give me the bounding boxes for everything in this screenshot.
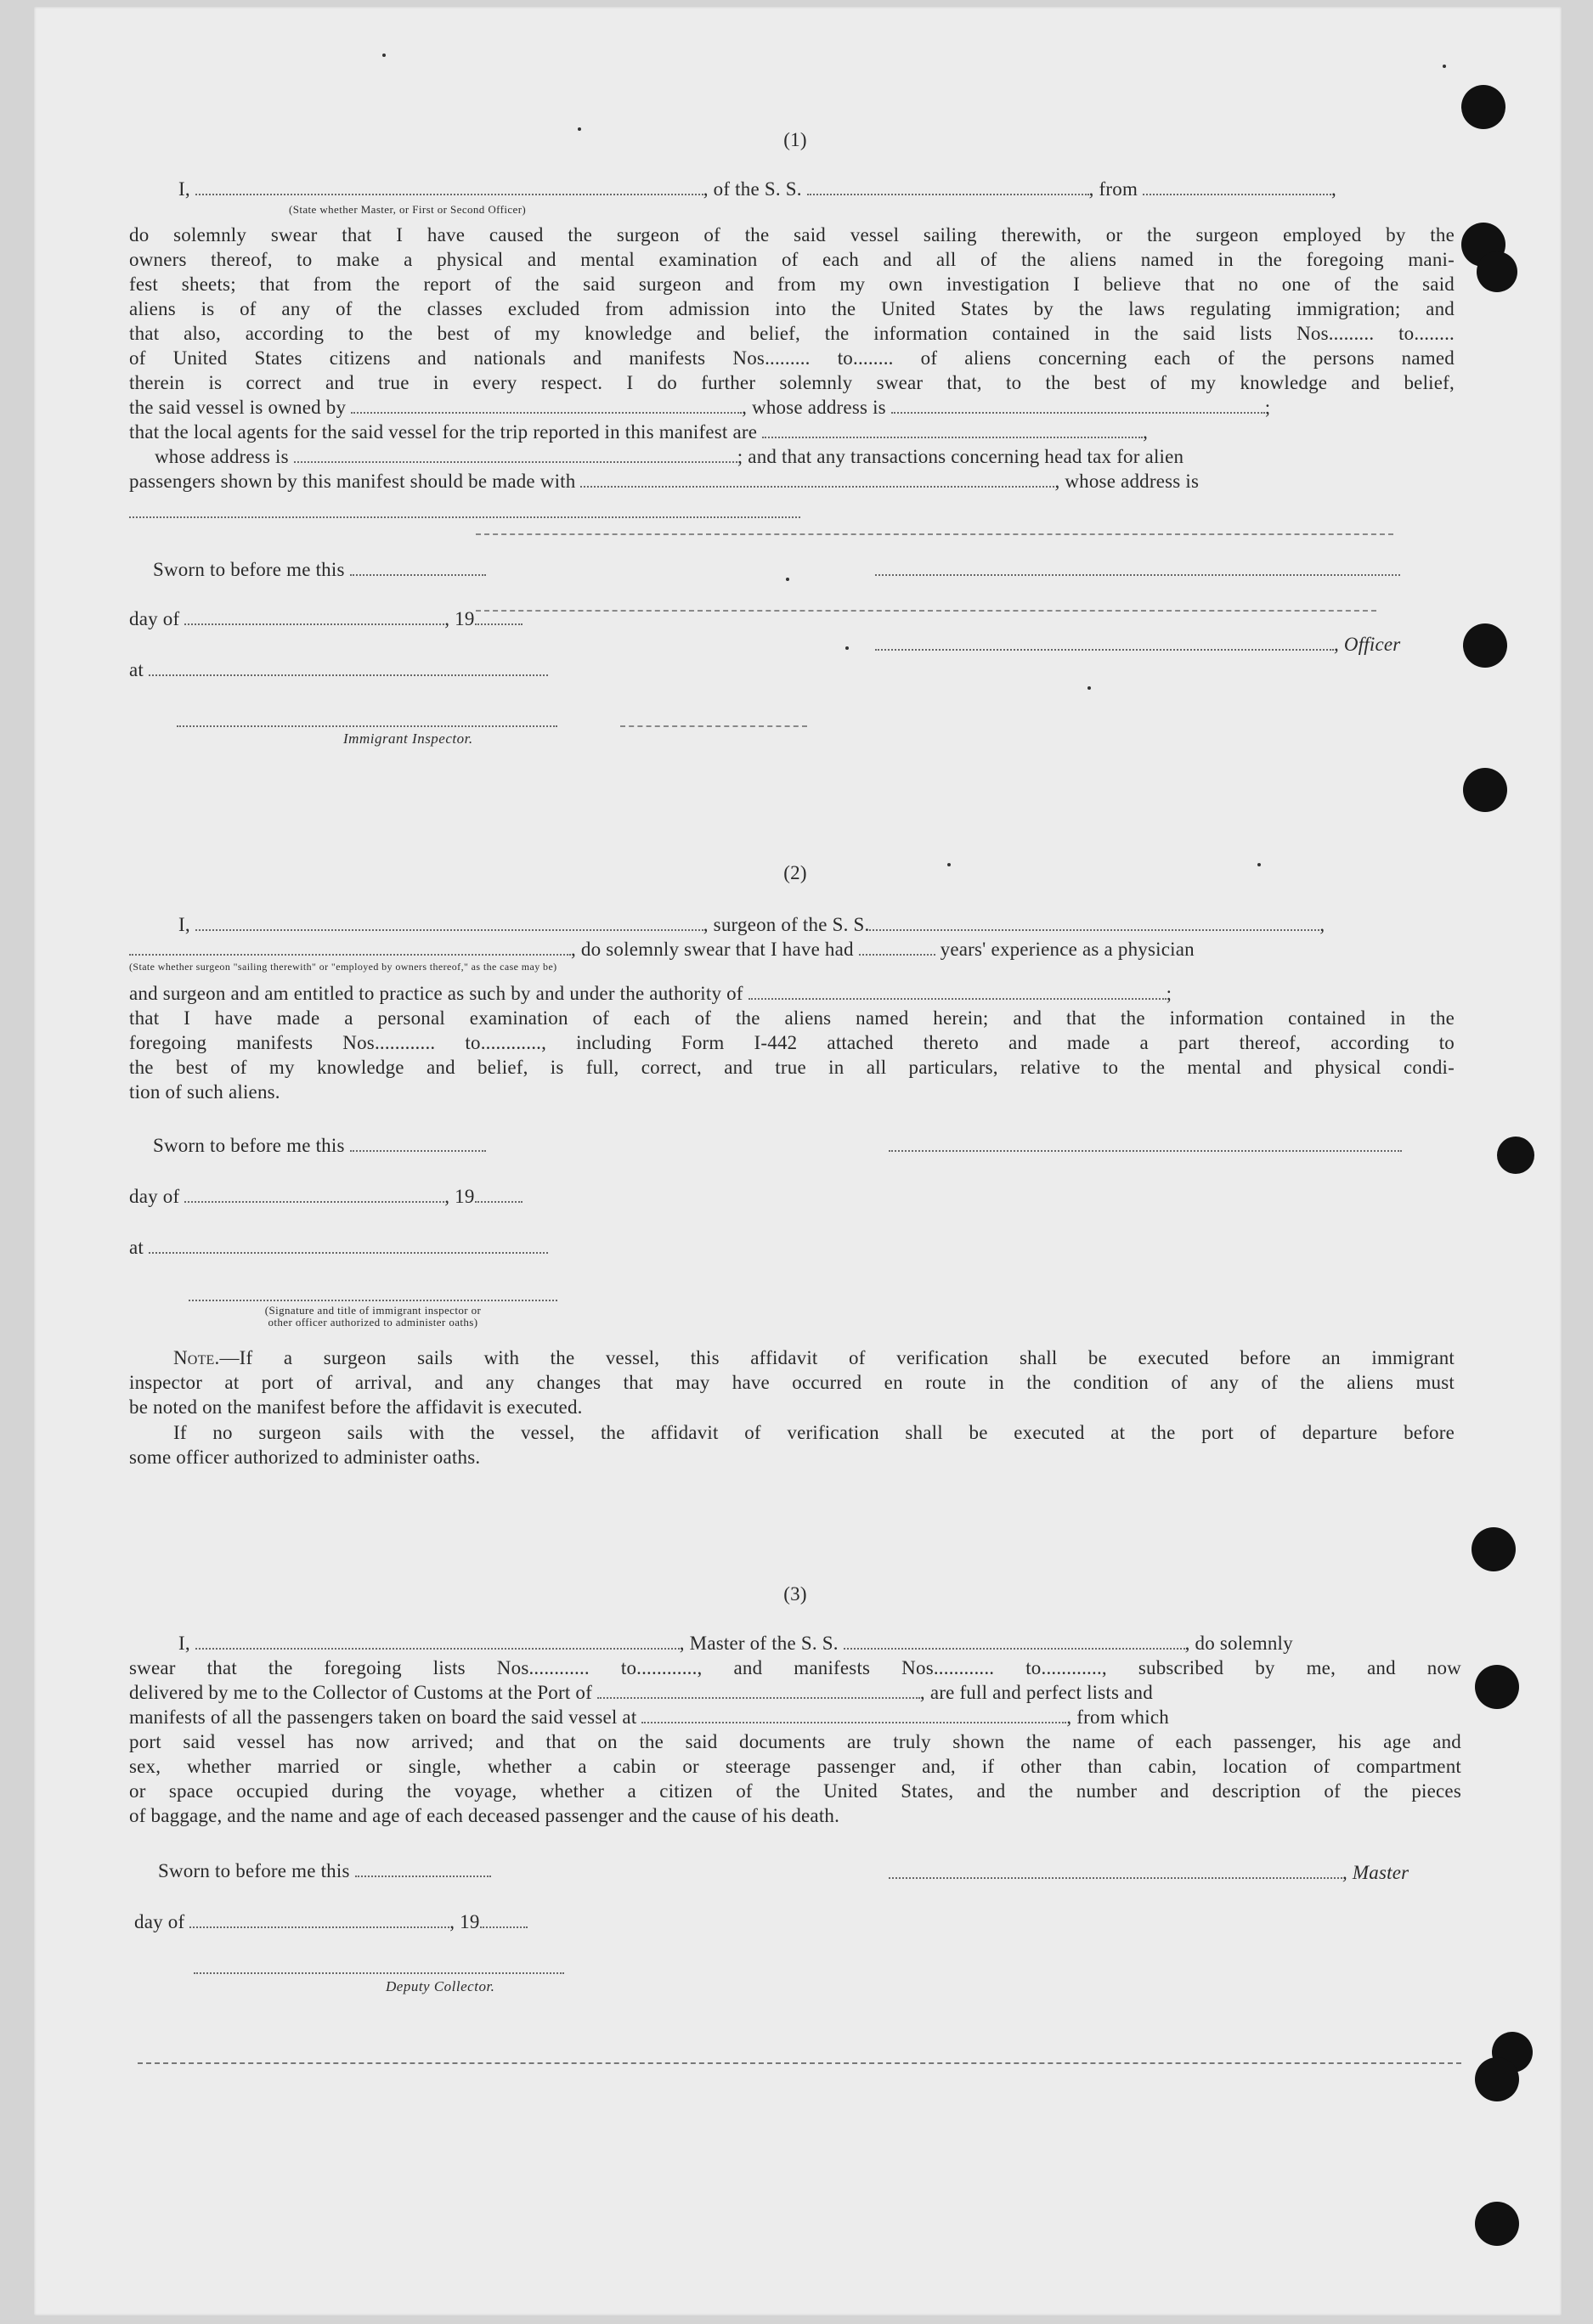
collector-port-blank[interactable] (597, 1682, 920, 1699)
sworn-date-blank[interactable] (350, 559, 486, 576)
speck (1087, 686, 1091, 690)
master-name-blank[interactable] (195, 1633, 680, 1650)
origin-port-blank[interactable] (1143, 178, 1331, 195)
speck (1443, 65, 1446, 68)
agents-blank[interactable] (762, 421, 1143, 438)
s2-at-line: at (129, 1235, 548, 1260)
s3-master-line: , Master (889, 1860, 1409, 1885)
s1-signature-top-blank[interactable] (875, 574, 1400, 576)
s2-para-line: tion of such aliens. (129, 1081, 280, 1103)
s1-day-line: day of , 19 (129, 606, 523, 631)
punch-hole (1475, 2202, 1519, 2246)
s2-para-line: foregoing manifests Nos............ to............, including Form I-442 attached thereto and made a part thereof, according to (129, 1032, 1455, 1053)
s3-sworn-date-blank[interactable] (355, 1860, 491, 1877)
s3-day-of-blank[interactable] (189, 1911, 449, 1928)
s1-para-line: do solemnly swear that I have caused the surgeon of the said vessel sailing therewith, or the surgeon employed by the (129, 224, 1455, 245)
stray-dash-line (620, 725, 807, 727)
s2-para-line: that I have made a personal examination of each of the aliens named herein; and that the information contained in the (129, 1007, 1455, 1029)
punch-hole (1475, 1665, 1519, 1709)
s1-para-line: fest sheets; that from the report of the said surgeon and from my own investigation I believe that no one of the said (129, 274, 1455, 295)
collector-caption: Deputy Collector. (386, 1978, 495, 1994)
speck (578, 127, 581, 131)
s1-para-line: of United States citizens and nationals and manifests Nos......... to........ of aliens concerning each of the persons named (129, 347, 1455, 369)
day-of-blank[interactable] (184, 608, 444, 625)
s2-inspector-signature-blank[interactable] (189, 1300, 557, 1301)
s3-para-line: manifests of all the passengers taken on board the said vessel at , from which (129, 1706, 1169, 1728)
s3-para-line: swear that the foregoing lists Nos............ to............, and manifests Nos............ to............, subscribed by me, and now (129, 1657, 1461, 1678)
authority-blank[interactable] (748, 983, 1167, 1000)
punch-hole (1475, 2057, 1519, 2101)
s2-day-line: day of , 19 (129, 1184, 523, 1209)
s1-agent-address-line: whose address is ; and that any transactions concerning head tax for alien (155, 446, 1184, 467)
officer-caption: (State whether Master, or First or Second Officer) (289, 203, 527, 216)
master-signature-blank[interactable] (889, 1862, 1342, 1879)
surgeon-name-blank[interactable] (195, 914, 703, 931)
speck (845, 646, 849, 650)
s1-sworn-line: Sworn to before me this (153, 557, 486, 582)
embark-port-blank[interactable] (641, 1706, 1066, 1723)
note-line: some officer authorized to administer oaths. (129, 1447, 481, 1468)
s2-para-line: and surgeon and am entitled to practice as such by and under the authority of ; (129, 983, 1172, 1004)
officer-name-blank[interactable] (195, 178, 703, 195)
form-page (34, 7, 1562, 2316)
surgeon-type-caption: (State whether surgeon "sailing therewith" or "employed by owners thereof," as the case may be) (129, 961, 557, 973)
head-tax-address-blank[interactable] (129, 516, 800, 518)
note-line: Note.—If a surgeon sails with the vessel, this affidavit of verification shall be executed before an immigrant (173, 1347, 1455, 1368)
stray-dash-line (476, 533, 1393, 535)
punch-hole (1463, 768, 1507, 812)
s3-para-line: port said vessel has now arrived; and that on the said documents are truly shown the name of each passenger, his age and (129, 1731, 1461, 1752)
s2-vessel-blank[interactable] (869, 914, 1319, 931)
s1-declaration-line: I, , of the S. S. , from , (178, 178, 1336, 200)
s3-year-blank[interactable] (480, 1911, 528, 1928)
punch-hole (1461, 85, 1505, 129)
s1-para-line: that also, according to the best of my knowledge and belief, the information contained in the said lists Nos......... to........ (129, 323, 1455, 344)
s3-para-line: delivered by me to the Collector of Customs at the Port of , are full and perfect lists and (129, 1682, 1153, 1703)
speck (786, 578, 789, 581)
s1-at-line: at (129, 657, 548, 682)
collector-signature-blank[interactable] (194, 1972, 564, 1974)
note-line: be noted on the manifest before the affidavit is executed. (129, 1396, 583, 1418)
agents-address-blank[interactable] (294, 446, 737, 463)
s1-para-line: owners thereof, to make a physical and mental examination of each and all of the aliens named in the foregoing mani- (129, 249, 1455, 270)
s2-experience-line: , do solemnly swear that I have had years' experience as a physician (129, 937, 1455, 962)
s2-signature-caption: (Signature and title of immigrant inspector or other officer authorized to administer oaths) (264, 1304, 482, 1328)
officer-signature-blank[interactable] (875, 634, 1334, 651)
note-line: If no surgeon sails with the vessel, the affidavit of verification shall be executed at the port of departure before (173, 1422, 1455, 1443)
s1-agents-line: that the local agents for the said vessel for the trip reported in this manifest are , (129, 421, 1149, 443)
s2-declaration-line: I, , surgeon of the S. S. , (178, 914, 1325, 935)
s3-para-line: of baggage, and the name and age of each deceased passenger and the cause of his death. (129, 1805, 840, 1826)
s1-officer-line: , Officer (875, 632, 1400, 657)
speck (382, 54, 386, 57)
bottom-rule (138, 2062, 1461, 2064)
punch-hole (1472, 1527, 1516, 1571)
punch-hole (1497, 1137, 1534, 1174)
section-3-number: (3) (783, 1583, 807, 1605)
head-tax-contact-blank[interactable] (580, 471, 1054, 488)
section-2-number: (2) (783, 862, 807, 883)
s3-sworn-line: Sworn to before me this (158, 1859, 491, 1883)
inspector-signature-blank[interactable] (177, 725, 557, 727)
surgeon-type-blank[interactable] (129, 939, 571, 956)
surgeon-signature-blank[interactable] (889, 1150, 1402, 1152)
s1-para-line: therein is correct and true in every respect. I do further solemnly swear that, to the best of my knowledge and belief, (129, 372, 1455, 393)
section-1-number: (1) (783, 129, 807, 150)
punch-hole (1463, 623, 1507, 668)
s3-para-line: or space occupied during the voyage, whether a citizen of the United States, and the number and description of the pieces (129, 1780, 1461, 1802)
s3-day-line: day of , 19 (134, 1909, 528, 1934)
s2-day-of-blank[interactable] (184, 1186, 444, 1203)
s2-sworn-line: Sworn to before me this (153, 1133, 486, 1158)
s1-para-line: aliens is of any of the classes excluded from admission into the United States by the laws regulating immigration; and (129, 298, 1455, 319)
owner-address-blank[interactable] (891, 397, 1265, 414)
s3-vessel-blank[interactable] (844, 1633, 1185, 1650)
speck (1257, 863, 1261, 866)
s1-passengers-line: passengers shown by this manifest should be made with , whose address is (129, 471, 1200, 492)
stray-dash-line (476, 610, 1376, 612)
s3-para-line: sex, whether married or single, whether a cabin or steerage passenger and, if other than cabin, location of compartment (129, 1756, 1461, 1777)
s2-year-blank[interactable] (475, 1186, 523, 1203)
speck (947, 863, 951, 866)
at-place-blank[interactable] (149, 659, 548, 676)
s2-sworn-date-blank[interactable] (350, 1135, 486, 1152)
punch-hole (1477, 251, 1517, 292)
owner-blank[interactable] (351, 397, 742, 414)
inspector-caption: Immigrant Inspector. (343, 730, 473, 747)
years-experience-blank[interactable] (859, 939, 935, 956)
vessel-name-blank[interactable] (807, 178, 1089, 195)
s1-owned-line: the said vessel is owned by , whose address is ; (129, 397, 1271, 418)
s3-declaration-line: I, , Master of the S. S. , do solemnly (178, 1633, 1293, 1654)
s2-para-line: the best of my knowledge and belief, is full, correct, and true in all particulars, relative to the mental and physical condi- (129, 1057, 1455, 1078)
note-line: inspector at port of arrival, and any changes that may have occurred en route in the condition of any of the aliens must (129, 1372, 1455, 1393)
s2-at-place-blank[interactable] (149, 1237, 548, 1254)
